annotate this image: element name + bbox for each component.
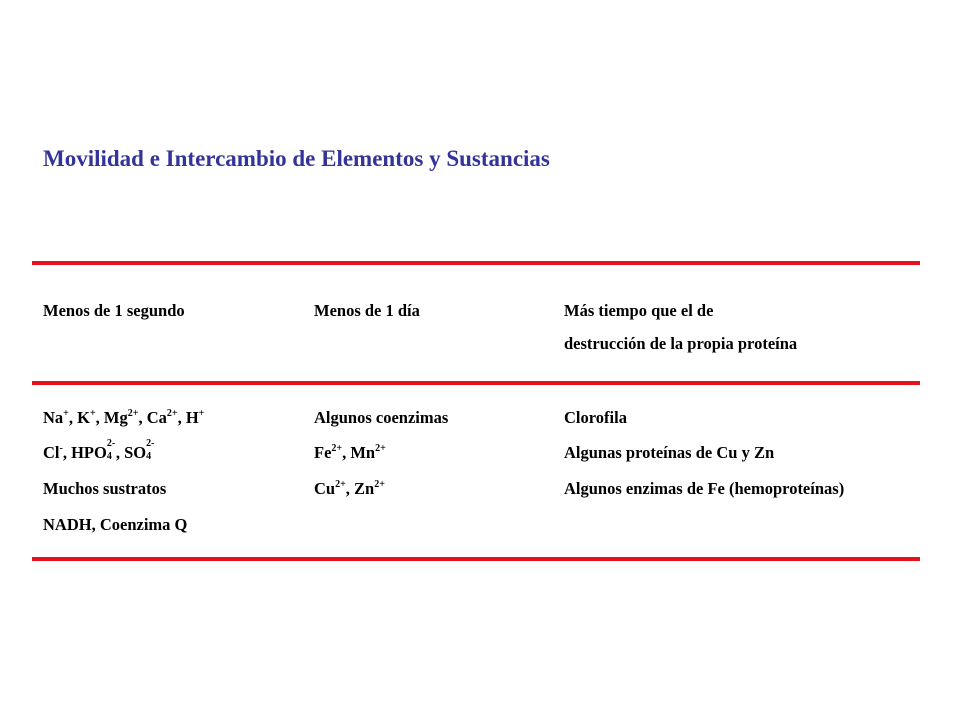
col2-fe-mn: $Fe^{2+}$, $Mn^{2+}$ xyxy=(314,443,386,462)
col2-coenzymes: Algunos coenzimas xyxy=(314,408,449,427)
col1-substrates: Muchos sustratos xyxy=(43,479,167,498)
header-longer-than-protein-line1: Más tiempo que el de xyxy=(564,301,714,320)
top-divider xyxy=(32,261,920,265)
col3-chlorophyll: Clorofila xyxy=(564,408,627,427)
slide-title: Movilidad e Intercambio de Elementos y Sustancias xyxy=(43,146,550,171)
col1-ions-row: Na+, K+, $Mg^{2+}$, $Ca^{2+}$, H+ xyxy=(43,408,205,427)
header-less-than-1-day: Menos de 1 día xyxy=(314,301,420,320)
col1-nadh-coenzyme-q: NADH, Coenzima Q xyxy=(43,515,188,534)
col3-cu-zn-proteins: Algunas proteínas de Cu y Zn xyxy=(564,443,775,462)
header-longer-than-protein-line2: destrucción de la propia proteína xyxy=(564,334,798,353)
bottom-divider xyxy=(32,557,920,561)
middle-divider xyxy=(32,381,920,385)
col3-fe-enzymes: Algunos enzimas de Fe (hemoproteínas) xyxy=(564,479,845,498)
header-less-than-1-second: Menos de 1 segundo xyxy=(43,301,185,320)
col2-cu-zn: $Cu^{2+}$, $Zn^{2+}$ xyxy=(314,479,385,498)
col1-anions-row: Cl-, HPO 2- 4 , SO 2- 4 xyxy=(43,438,155,462)
